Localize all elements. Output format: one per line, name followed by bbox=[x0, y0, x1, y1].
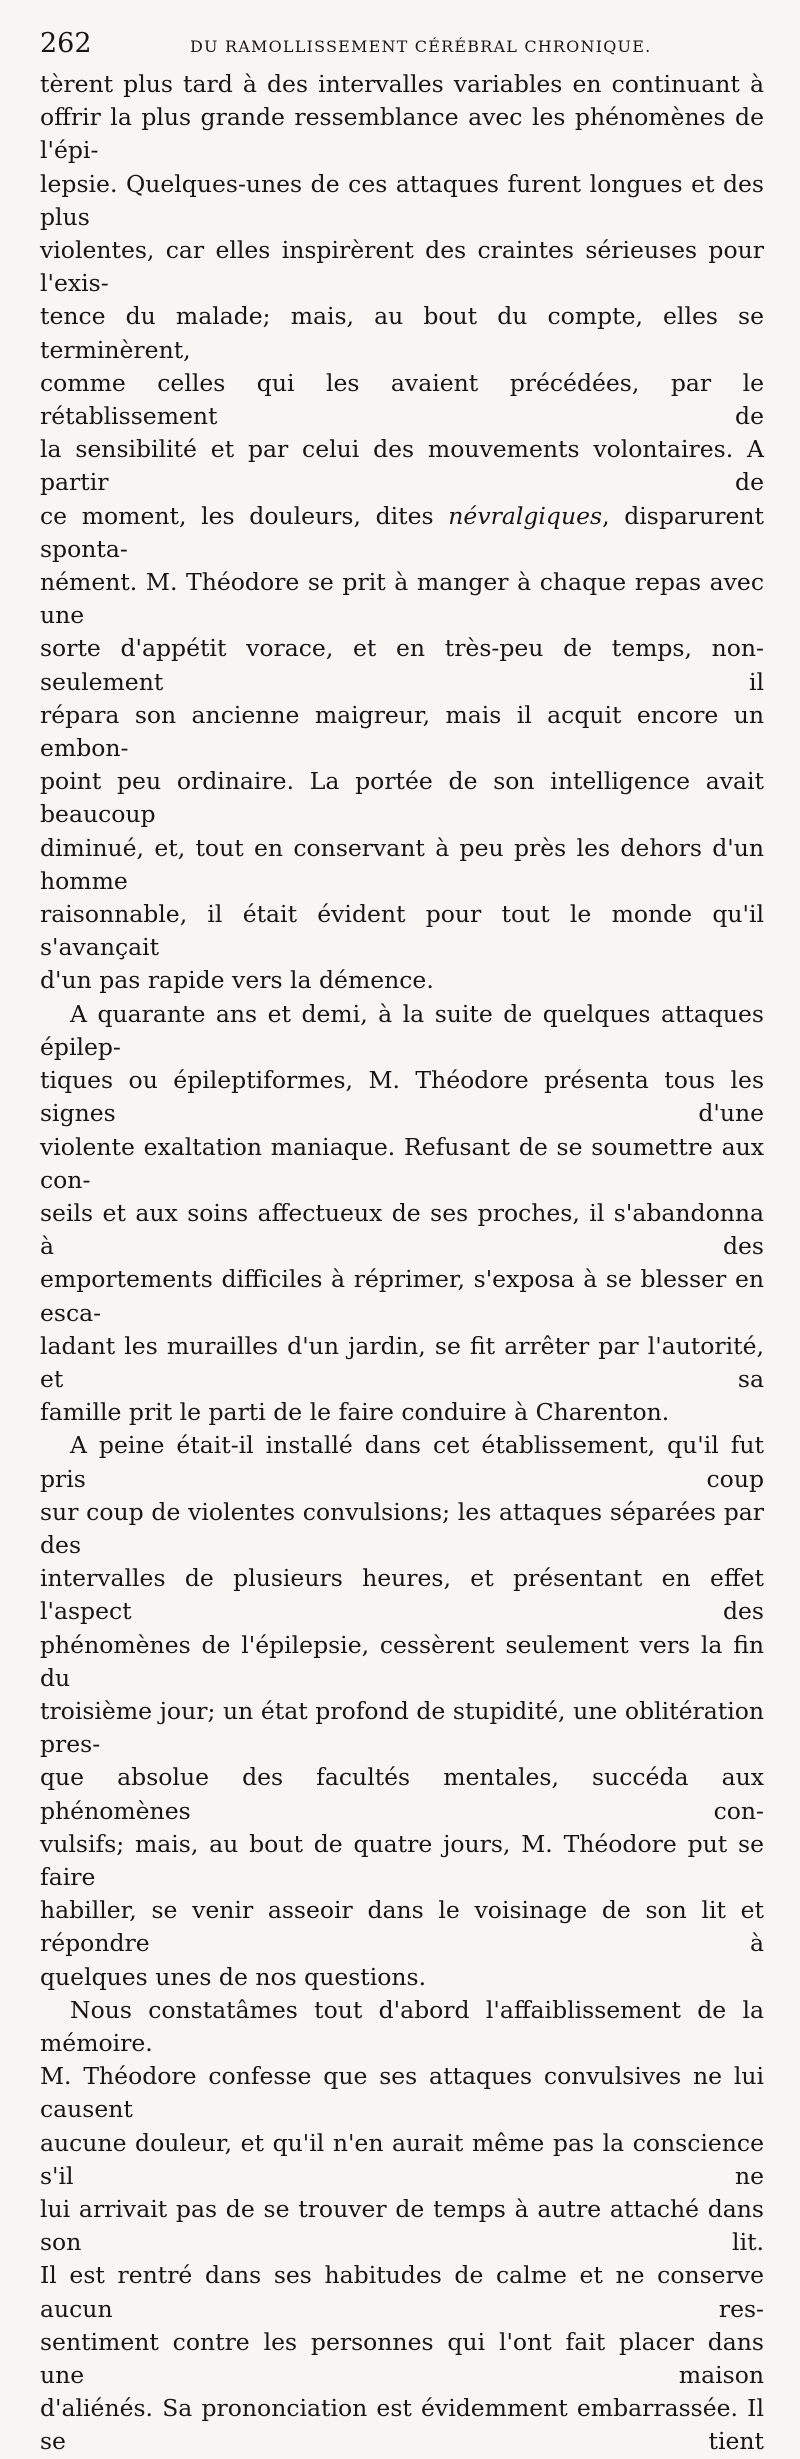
paragraph-line: comme celles qui les avaient précédées, par le rétablissement de bbox=[40, 368, 764, 431]
italic-term: névralgiques bbox=[448, 501, 603, 530]
running-head bbox=[40, 28, 764, 68]
paragraph-line: lepsie. Quelques-unes de ces attaques furent longues et des plus bbox=[40, 169, 764, 231]
paragraph-line: que absolue des facultés mentales, succéda aux phénomènes con- bbox=[40, 1763, 764, 1825]
paragraph-line: aucune douleur, et qu'il n'en aurait même pas la conscience s'il ne bbox=[40, 2128, 764, 2190]
page-number: 262 bbox=[40, 28, 92, 59]
paragraph-line: M. Théodore confesse que ses attaques convulsives ne lui causent bbox=[40, 2062, 764, 2124]
paragraph-line: Nous constatâmes tout d'abord l'affaiblissement de la mémoire. bbox=[40, 1995, 764, 2057]
paragraph-line: ladant les murailles d'un jardin, se fit arrêter par l'autorité, et sa bbox=[40, 1331, 764, 1393]
paragraph-line: sentiment contre les personnes qui l'ont fait placer dans une maison bbox=[40, 2327, 764, 2390]
paragraph-line: d'aliénés. Sa prononciation est évidemment embarrassée. Il se tient bbox=[40, 2394, 764, 2456]
paragraph-line: lui arrivait pas de se trouver de temps à autre attaché dans son lit. bbox=[40, 2195, 764, 2257]
paragraph-line: raisonnable, il était évident pour tout le monde qu'il s'avançait bbox=[40, 900, 764, 962]
paragraph-line: vulsifs; mais, au bout de quatre jours, M. Théodore put se faire bbox=[40, 1829, 764, 1891]
paragraph-line: famille prit le parti de le faire conduire à Charenton. bbox=[40, 1398, 670, 1427]
paragraph-line: violente exaltation maniaque. Refusant de se soumettre aux con- bbox=[40, 1132, 764, 1194]
paragraph-line: répara son ancienne maigreur, mais il acquit encore un embon- bbox=[40, 700, 764, 763]
paragraph-line: sur coup de violentes convulsions; les attaques séparées par des bbox=[40, 1497, 764, 1559]
paragraph-line: troisième jour; un état profond de stupidité, une oblitération pres- bbox=[40, 1696, 764, 1759]
paragraph-line: intervalles de plusieurs heures, et présentant en effet l'aspect des bbox=[40, 1564, 764, 1626]
paragraph-line: offrir la plus grande ressemblance avec les phénomènes de l'épi- bbox=[40, 103, 764, 165]
body-text bbox=[40, 68, 764, 2459]
paragraph-line bbox=[40, 500, 764, 566]
text-run: , disparurent sponta- bbox=[40, 501, 764, 563]
running-title: DU RAMOLLISSEMENT CÉRÉBRAL CHRONIQUE. bbox=[190, 37, 652, 56]
text-run: ce moment, les douleurs, dites bbox=[40, 501, 449, 530]
paragraph-line: A peine était-il installé dans cet établissement, qu'il fut pris coup bbox=[40, 1431, 764, 1493]
paragraph-line: tence du malade; mais, au bout du compte, elles se terminèrent, bbox=[40, 302, 764, 364]
paragraph-line: d'un pas rapide vers la démence. bbox=[40, 966, 434, 995]
paragraph-line: habiller, se venir asseoir dans le voisinage de son lit et répondre à bbox=[40, 1896, 764, 1958]
paragraph-line: quelques unes de nos questions. bbox=[40, 1962, 427, 1991]
paragraph-line: phénomènes de l'épilepsie, cessèrent seulement vers la fin du bbox=[40, 1630, 764, 1692]
paragraph-line: point peu ordinaire. La portée de son intelligence avait beaucoup bbox=[40, 767, 764, 829]
paragraph-line: violentes, car elles inspirèrent des craintes sérieuses pour l'exis- bbox=[40, 236, 764, 298]
paragraph-line: tèrent plus tard à des intervalles variables en continuant à bbox=[40, 70, 764, 98]
paragraph-line: seils et aux soins affectueux de ses proches, il s'abandonna à des bbox=[40, 1198, 764, 1261]
paragraph-line: A quarante ans et demi, à la suite de quelques attaques épilep- bbox=[40, 999, 764, 1061]
paragraph-line: Il est rentré dans ses habitudes de calme et ne conserve aucun res- bbox=[40, 2261, 764, 2323]
paragraph-line: sorte d'appétit vorace, et en très-peu de temps, non-seulement il bbox=[40, 634, 764, 696]
paragraph-line: la sensibilité et par celui des mouvements volontaires. A partir de bbox=[40, 435, 764, 497]
paragraph-line: diminué, et, tout en conservant à peu près les dehors d'un homme bbox=[40, 833, 764, 895]
paragraph-line: emportements difficiles à réprimer, s'exposa à se blesser en esca- bbox=[40, 1265, 764, 1327]
paragraph-line: nément. M. Théodore se prit à manger à chaque repas avec une bbox=[40, 568, 764, 630]
paragraph-line: tiques ou épileptiformes, M. Théodore présenta tous les signes d'une bbox=[40, 1066, 764, 1128]
